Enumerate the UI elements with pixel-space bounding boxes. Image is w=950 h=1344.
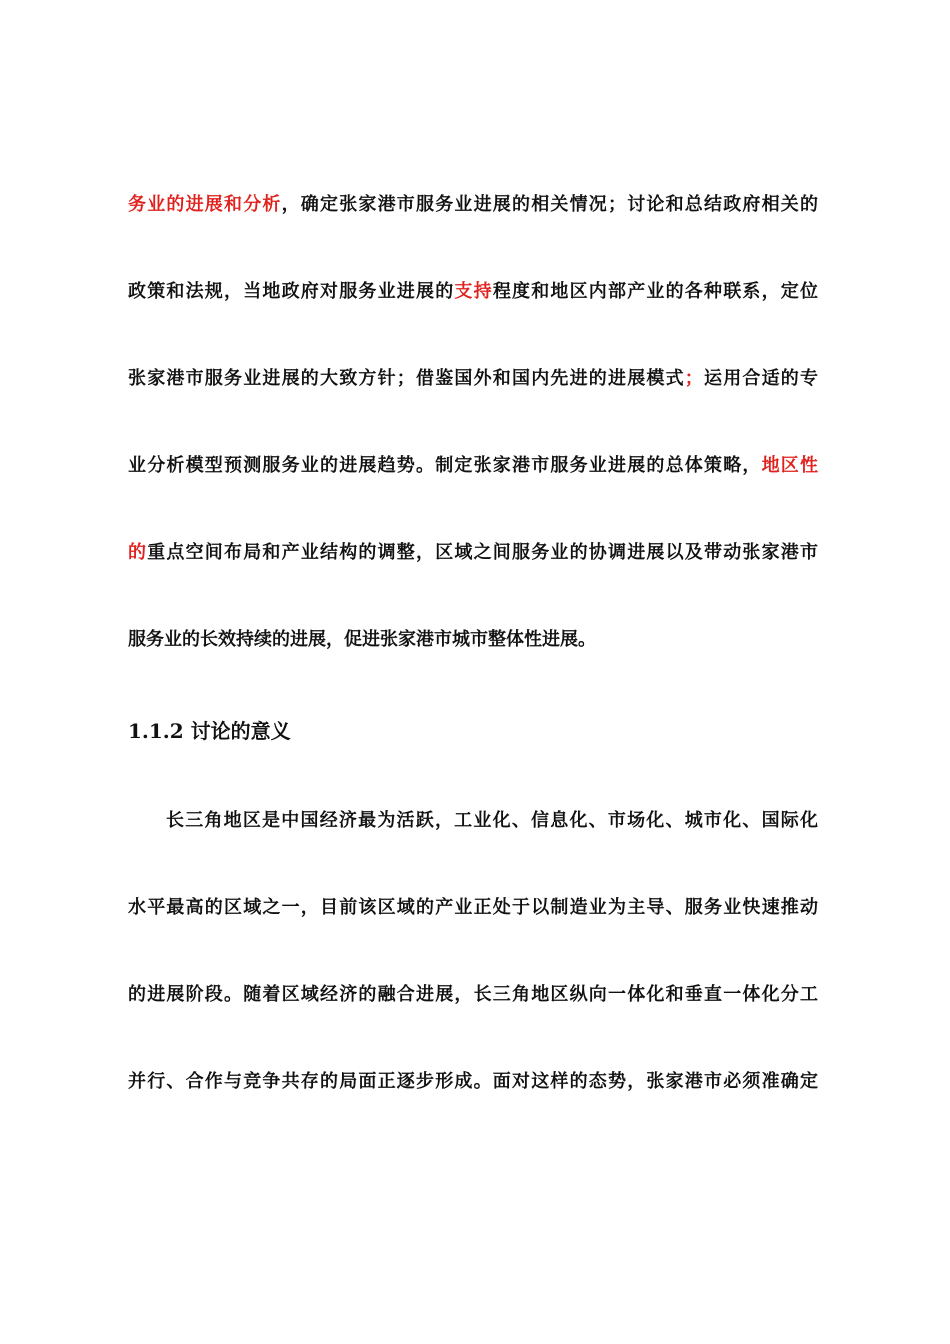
- text-line-5: 的重点空间布局和产业结构的调整，区域之间服务业的协调进展以及带动张家港市: [128, 542, 818, 563]
- text-line-9: 的进展阶段。随着区域经济的融合进展，长三角地区纵向一体化和垂直一体化分工: [128, 984, 818, 1005]
- text-line-3: 张家港市服务业进展的大致方针；借鉴国外和国内先进的进展模式；运用合适的专: [128, 368, 818, 389]
- text-line-4: 业分析模型预测服务业的进展趋势。制定张家港市服务业进展的总体策略，地区性: [128, 455, 819, 476]
- text-line-2: 政策和法规，当地政府对服务业进展的支持程度和地区内部产业的各种联系，定位: [128, 281, 819, 302]
- highlight-text: 的: [128, 542, 148, 563]
- highlight-text: 务业的进展和分析: [128, 194, 282, 215]
- section-heading: 1.1.2 讨论的意义: [128, 719, 291, 743]
- text-line-8: 水平最高的区域之一，目前该区域的产业正处于以制造业为主导、服务业快速推动: [128, 897, 818, 918]
- text-line-6: 服务业的长效持续的进展，促进张家港市城市整体性进展。: [128, 629, 596, 650]
- highlight-text: ；: [684, 368, 703, 389]
- text-line-1: 务业的进展和分析，确定张家港市服务业进展的相关情况；讨论和总结政府相关的: [128, 194, 819, 215]
- text-line-10: 并行、合作与竞争共存的局面正逐步形成。面对这样的态势，张家港市必须准确定: [128, 1071, 818, 1092]
- text-line-7: 长三角地区是中国经济最为活跃，工业化、信息化、市场化、城市化、国际化: [166, 810, 818, 831]
- highlight-text: 地区性: [761, 455, 819, 476]
- highlight-text: 支持: [454, 281, 493, 302]
